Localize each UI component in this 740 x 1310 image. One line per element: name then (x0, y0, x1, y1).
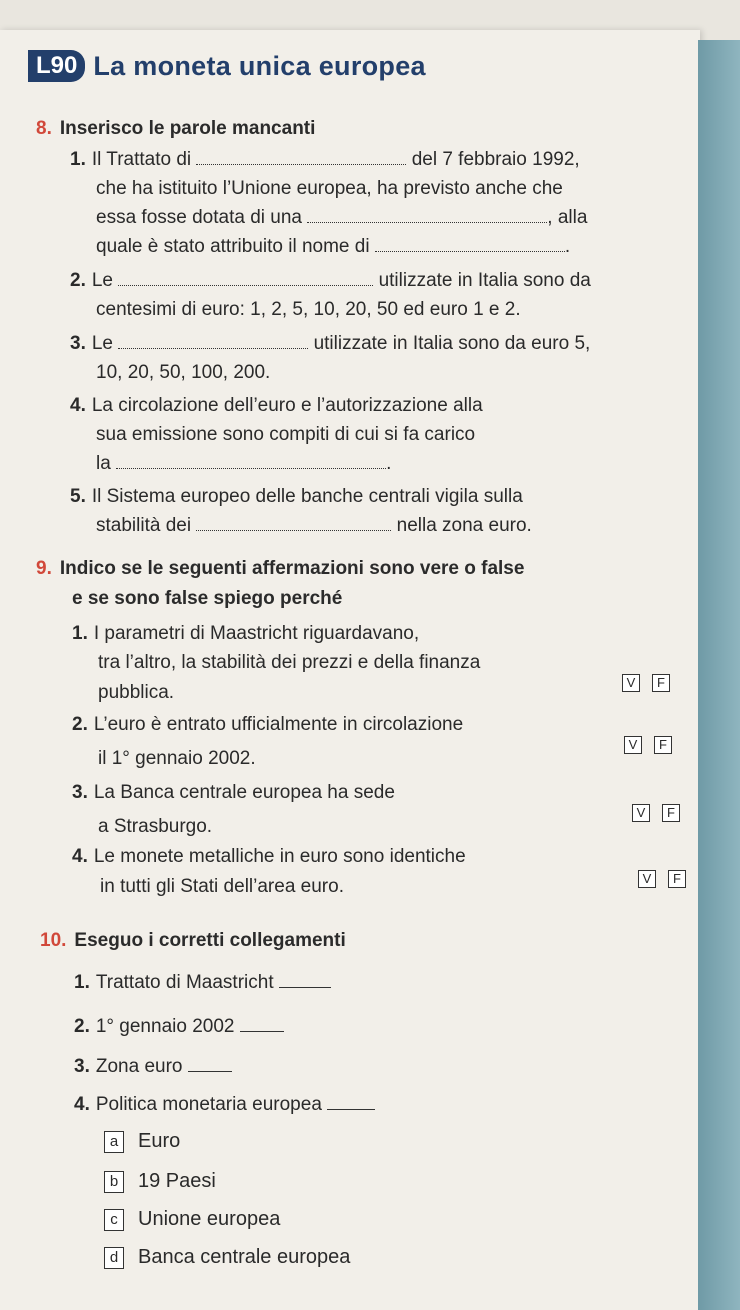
text: Zona euro (95, 1056, 183, 1077)
text: utilizzate in Italia sono da (378, 270, 591, 291)
ex9-item-3-vf (632, 804, 680, 822)
lesson-badge: L90 (28, 50, 85, 82)
ex9-item-4-line-2: in tutti gli Stati dell’area euro. (100, 876, 344, 897)
text: quale è stato attribuito il nome di (96, 236, 370, 257)
false-checkbox[interactable]: F (668, 870, 686, 888)
ex8-item-2-line-2: centesimi di euro: 1, 2, 5, 10, 20, 50 ed euro 1 e 2. (96, 299, 521, 320)
ex8-item-3-line-1 (70, 329, 590, 358)
text: Le (91, 270, 113, 291)
ex9-item-1-vf (622, 674, 670, 692)
ex8-item-4-line-2: sua emissione sono compiti di cui si fa carico (96, 424, 476, 445)
ex10-option-a (104, 1130, 180, 1153)
ex9-item-4-vf (638, 870, 686, 888)
option-text: 19 Paesi (138, 1170, 216, 1192)
text: Il Trattato di (91, 149, 192, 170)
exercise-10-number: 10. (40, 930, 67, 951)
text: I parametri di Maastricht riguardavano, (93, 623, 420, 644)
ex9-item-3-line-2: a Strasburgo. (98, 816, 213, 837)
answer-blank[interactable] (375, 235, 565, 252)
ex9-item-1-line-3: pubblica. (98, 682, 175, 703)
answer-blank[interactable] (240, 1015, 284, 1032)
exercise-9-number: 9. (36, 558, 52, 579)
false-checkbox[interactable]: F (662, 804, 680, 822)
ex9-item-3-line-1 (72, 778, 395, 807)
option-text: Unione europea (138, 1208, 281, 1230)
option-letter: a (104, 1131, 124, 1153)
ex8-item-1-line-2: che ha istituito l’Unione europea, ha previsto anche che (96, 178, 563, 199)
ex9-item-2-line-2: il 1° gennaio 2002. (98, 748, 256, 769)
ex9-item-1-line-2: tra l’altro, la stabilità dei prezzi e della finanza (98, 652, 481, 673)
answer-blank[interactable] (196, 514, 391, 531)
text: la (96, 453, 111, 474)
text: del 7 febbraio 1992, (411, 149, 580, 170)
text: Politica monetaria europea (95, 1094, 322, 1115)
ex8-item-1-line-4 (96, 232, 570, 261)
false-checkbox[interactable]: F (654, 736, 672, 754)
answer-blank[interactable] (188, 1055, 232, 1072)
item-number: 2. (72, 714, 88, 735)
option-text: Euro (138, 1130, 181, 1152)
ex10-option-d (104, 1246, 350, 1269)
item-number: 1. (72, 623, 88, 644)
text: utilizzate in Italia sono da euro 5, (313, 333, 591, 354)
item-number: 4. (72, 846, 88, 867)
text: La circolazione dell’euro e l’autorizzazione alla (91, 395, 483, 416)
ex8-item-1-line-3 (96, 203, 587, 232)
ex9-item-2-vf (624, 736, 672, 754)
exercise-9-title-line-2: e se sono false spiego perché (72, 588, 343, 609)
text: , alla (547, 207, 588, 228)
text: Trattato di Maastricht (95, 972, 274, 993)
ex10-item-4 (74, 1090, 375, 1119)
exercise-9-title (36, 558, 524, 580)
lesson-title: La moneta unica europea (93, 50, 426, 81)
ex10-option-b (104, 1170, 216, 1193)
item-number: 3. (74, 1056, 90, 1077)
ex9-item-1-line-1 (72, 619, 419, 648)
text: . (564, 236, 571, 257)
ex8-item-4-line-3 (96, 449, 391, 478)
ex9-item-2-line-1 (72, 710, 463, 739)
ex8-item-5-line-2 (96, 511, 532, 540)
exercise-8-title-text: Inserisco le parole mancanti (59, 118, 316, 139)
item-number: 2. (70, 270, 86, 291)
text: essa fosse dotata di una (96, 207, 302, 228)
item-number: 4. (74, 1094, 90, 1115)
ex8-item-3-line-2: 10, 20, 50, 100, 200. (96, 362, 271, 383)
exercise-8-number: 8. (36, 118, 52, 139)
text: L’euro è entrato ufficialmente in circolazione (93, 714, 464, 735)
lesson-header (28, 50, 426, 82)
item-number: 1. (70, 149, 86, 170)
option-letter: b (104, 1171, 124, 1193)
true-checkbox[interactable]: V (632, 804, 650, 822)
answer-blank[interactable] (118, 332, 308, 349)
text: nella zona euro. (396, 515, 532, 536)
answer-blank[interactable] (307, 206, 547, 223)
answer-blank[interactable] (196, 148, 406, 165)
true-checkbox[interactable]: V (624, 736, 642, 754)
ex9-item-4-line-1 (72, 842, 466, 871)
text: La Banca centrale europea ha sede (93, 782, 395, 803)
true-checkbox[interactable]: V (622, 674, 640, 692)
ex10-item-1 (74, 968, 331, 997)
true-checkbox[interactable]: V (638, 870, 656, 888)
item-number: 5. (70, 486, 86, 507)
ex10-item-3 (74, 1052, 232, 1081)
item-number: 1. (74, 972, 90, 993)
item-number: 3. (70, 333, 86, 354)
exercise-10-title (40, 930, 346, 952)
item-number: 2. (74, 1016, 90, 1037)
exercise-10-title-text: Eseguo i corretti collegamenti (74, 930, 346, 951)
ex10-option-c (104, 1208, 280, 1231)
answer-blank[interactable] (327, 1093, 375, 1110)
option-text: Banca centrale europea (138, 1246, 351, 1268)
text: . (386, 453, 392, 474)
ex8-item-4-line-1 (70, 391, 483, 420)
text: Le (91, 333, 113, 354)
exercise-8-title (36, 118, 315, 140)
answer-blank[interactable] (116, 452, 386, 469)
answer-blank[interactable] (279, 971, 331, 988)
text: Le monete metalliche in euro sono identiche (93, 846, 466, 867)
text: stabilità dei (96, 515, 192, 536)
text: Il Sistema europeo delle banche centrali vigila sulla (91, 486, 523, 507)
false-checkbox[interactable]: F (652, 674, 670, 692)
answer-blank[interactable] (118, 269, 373, 286)
option-letter: d (104, 1247, 124, 1269)
ex10-item-2 (74, 1012, 284, 1041)
exercise-9-title-line-1: Indico se le seguenti affermazioni sono vere o false (59, 558, 525, 579)
ex8-item-5-line-1 (70, 482, 523, 511)
text: 1° gennaio 2002 (95, 1016, 235, 1037)
item-number: 4. (70, 395, 86, 416)
item-number: 3. (72, 782, 88, 803)
ex8-item-1-line-1 (70, 145, 580, 174)
ex8-item-2-line-1 (70, 266, 591, 295)
option-letter: c (104, 1209, 124, 1231)
page-edge-strip (698, 40, 740, 1310)
